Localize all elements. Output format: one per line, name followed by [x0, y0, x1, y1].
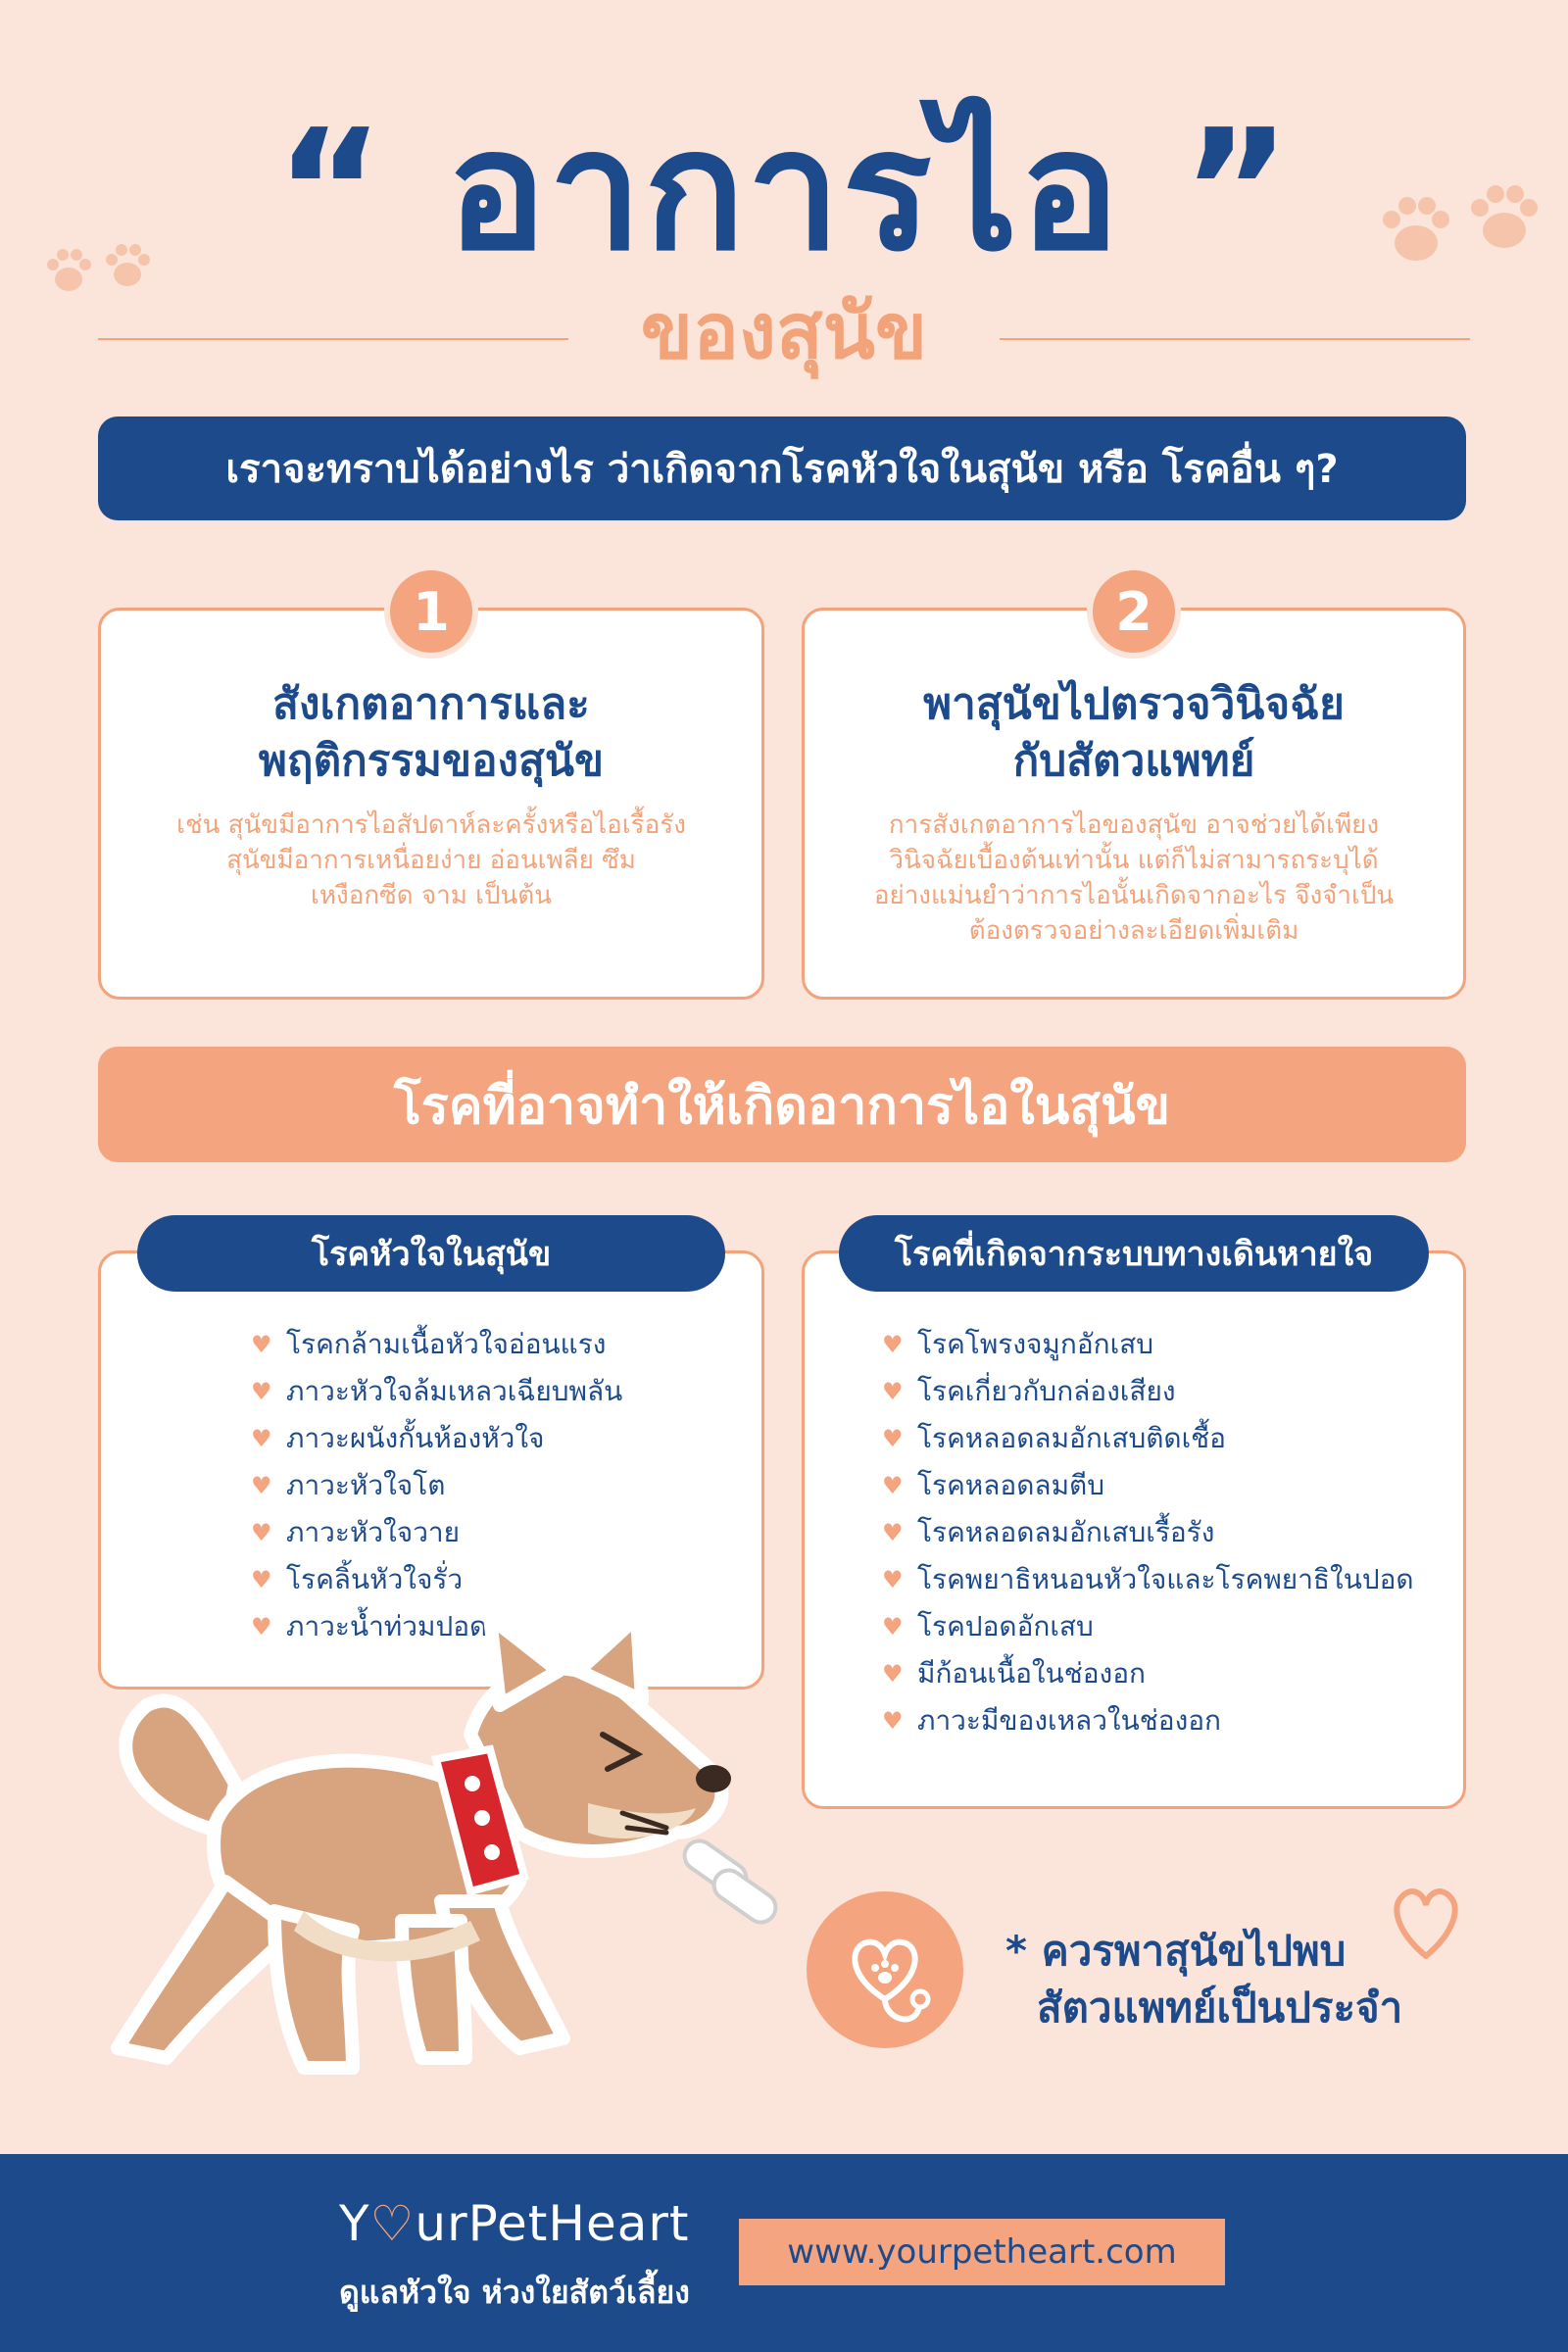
heart-diseases-title: โรคหัวใจในสุนัข [137, 1215, 725, 1292]
list-item: ♥ โรคเกี่ยวกับกล่องเสียง [882, 1368, 1450, 1415]
list-item: ♥ ภาวะมีของเหลวในช่องอก [882, 1697, 1450, 1744]
heart-bullet-icon: ♥ [251, 1613, 272, 1641]
list-item: ♥ โรคพยาธิหนอนหัวใจและโรคพยาธิในปอด [882, 1556, 1450, 1603]
list-item: ♥ ภาวะผนังกั้นห้องหัวใจ [251, 1415, 741, 1462]
note-asterisk: * [1005, 1927, 1027, 1975]
step-2-description: การสังเกตอาการไอของสุนัข อาจช่วยได้เพียง วินิจฉัยเบื้องต้นเท่านั้น แต่ก็ไม่สามารถระบุได้ อย่างแม่นยำว่าการไอนั้นเกิดจากอะไร จึงจำเป็น ต้องตรวจอย่างละเอียดเพิ่มเติม [873, 810, 1395, 946]
list-item: ♥ ภาวะหัวใจล้มเหลวเฉียบพลัน [251, 1368, 741, 1415]
question-banner: เราจะทราบได้อย่างไร ว่าเกิดจากโรคหัวใจในสุนัข หรือ โรคอื่น ๆ? [98, 416, 1466, 520]
heart-outline-icon [1387, 1878, 1465, 1966]
heart-logo-icon: ♡ [369, 2195, 416, 2252]
heart-bullet-icon: ♥ [251, 1378, 272, 1405]
heart-bullet-icon: ♥ [882, 1566, 904, 1593]
heart-bullet-icon: ♥ [882, 1707, 904, 1735]
list-item: ♥ โรคหลอดลมตีบ [882, 1462, 1450, 1509]
respiratory-diseases-title: โรคที่เกิดจากระบบทางเดินหายใจ [839, 1215, 1429, 1292]
heart-bullet-icon: ♥ [882, 1519, 904, 1546]
heart-bullet-icon: ♥ [882, 1613, 904, 1641]
vet-visit-note: * ควรพาสุนัขไปพบ สัตวแพทย์เป็นประจำ [1005, 1927, 1403, 2032]
page-title: “ อาการไอ ” [274, 94, 1294, 288]
list-item: ♥ โรคลิ้นหัวใจรั่ว [251, 1556, 741, 1603]
heart-bullet-icon: ♥ [882, 1425, 904, 1452]
brand-logo: Y♡urPetHeart [339, 2195, 690, 2252]
page-subtitle: ของสุนัข [640, 288, 928, 376]
heart-bullet-icon: ♥ [251, 1519, 272, 1546]
website-link[interactable]: www.yourpetheart.com [739, 2219, 1225, 2285]
list-item: ♥ โรคกล้ามเนื้อหัวใจอ่อนแรง [251, 1321, 741, 1368]
heart-bullet-icon: ♥ [882, 1472, 904, 1499]
diseases-heading: โรคที่อาจทำให้เกิดอาการไอในสุนัข [98, 1047, 1466, 1162]
list-item: ♥ โรคหลอดลมอักเสบเรื้อรัง [882, 1509, 1450, 1556]
step-card-1 [98, 608, 764, 1000]
list-item: ♥ โรคปอดอักเสบ [882, 1603, 1450, 1650]
heart-bullet-icon: ♥ [251, 1566, 272, 1593]
heart-bullet-icon: ♥ [882, 1660, 904, 1688]
step-number-2: 2 [1087, 564, 1181, 659]
heart-bullet-icon: ♥ [251, 1472, 272, 1499]
brand-tagline: ดูแลหัวใจ ห่วงใยสัตว์เลี้ยง [339, 2274, 690, 2311]
step-number-1: 1 [384, 564, 478, 659]
stethoscope-icon [807, 1891, 963, 2048]
list-item: ♥ ภาวะหัวใจวาย [251, 1509, 741, 1556]
step-2-title: พาสุนัขไปตรวจวินิจฉัย กับสัตวแพทย์ [923, 679, 1345, 786]
step-1-title: สังเกตอาการและ พฤติกรรมของสุนัข [258, 679, 605, 786]
heart-bullet-icon: ♥ [882, 1378, 904, 1405]
coughing-dog-illustration [78, 1588, 784, 2097]
list-item: ♥ ภาวะหัวใจโต [251, 1462, 741, 1509]
respiratory-diseases-list [882, 1321, 1450, 1744]
list-item: ♥ โรคหลอดลมอักเสบติดเชื้อ [882, 1415, 1450, 1462]
heart-bullet-icon: ♥ [251, 1425, 272, 1452]
heart-bullet-icon: ♥ [882, 1331, 904, 1358]
step-1-description: เช่น สุนัขมีอาการไอสัปดาห์ละครั้งหรือไอเรื้อรัง สุนัขมีอาการเหนื่อยง่าย อ่อนเพลีย ซึม เหงือกซีด จาม เป็นต้น [176, 810, 686, 910]
heart-bullet-icon: ♥ [251, 1331, 272, 1358]
list-item: ♥ ภาวะน้ำท่วมปอด [251, 1603, 741, 1650]
list-item: ♥ มีก้อนเนื้อในช่องอก [882, 1650, 1450, 1697]
list-item: ♥ โรคโพรงจมูกอักเสบ [882, 1321, 1450, 1368]
